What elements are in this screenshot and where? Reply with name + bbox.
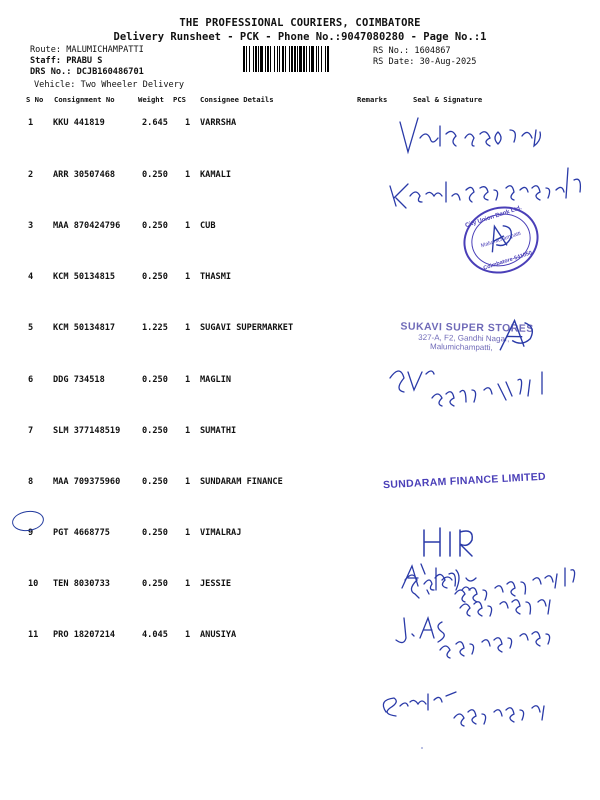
cub-stamp-text-1: City Union Bank Ltd. [464,205,523,230]
rs-number: RS No.: 1604867 [373,46,451,56]
row-pcs: 1 [185,272,191,282]
header-subtitle: Delivery Runsheet - PCK - Phone No.:9047080280 - Page No.:1 [113,31,487,43]
row-consignee: JESSIE [200,579,232,589]
runsheet-meta-right [373,46,476,68]
row-consignment-no: KCM 50134817 [53,323,116,333]
row-consignment-no: KCM 50134815 [53,272,116,282]
row-consignee: VARRSHA [200,118,237,128]
row-weight: 0.250 [142,375,168,385]
row-consignee: SUNDARAM FINANCE [200,477,283,487]
row-pcs: 1 [185,323,191,333]
row-sno: 11 [28,630,39,640]
col-header-remarks: Remarks [357,95,388,104]
row-consignee: KAMALI [200,170,232,180]
col-header-pcs: PCS [173,95,186,104]
row-pcs: 1 [185,170,191,180]
sugavi-stamp-address-1: 327-A, F2, Gandhi Nagar, [418,332,510,344]
cub-stamp-text-2: Malumichampatti [480,230,522,250]
row-sno: 4 [28,272,34,282]
row-sno: 2 [28,170,34,180]
row-pcs: 1 [185,375,191,385]
row-consignment-no: DDG 734518 [53,375,105,385]
row-sno: 3 [28,221,34,231]
row-weight: 0.250 [142,272,168,282]
sugavi-stamp-address-2: Malumichampatti, [429,342,493,353]
row-pcs: 1 [185,579,191,589]
header-title: THE PROFESSIONAL COURIERS, COIMBATORE [179,17,421,29]
row-weight: 0.250 [142,579,168,589]
row-weight: 0.250 [142,221,168,231]
row-consignee: VIMALRAJ [200,528,242,538]
row-consignment-no: MAA 870424796 [53,221,121,231]
row-pcs: 1 [185,630,191,640]
sundaram-stamp: SUNDARAM FINANCE LIMITED [382,470,547,492]
row-consignee: SUGAVI SUPERMARKET [200,323,294,333]
row-weight: 0.250 [142,528,168,538]
row-weight: 0.250 [142,170,168,180]
col-header-seal-signature: Seal & Signature [413,95,483,104]
row-consignment-no: KKU 441819 [53,118,105,128]
row-consignment-no: MAA 709375960 [53,477,121,487]
row-weight: 4.045 [142,630,168,640]
runsheet-meta-left [30,45,144,78]
cub-stamp-text-3: Coimbatore-641050 [482,250,533,272]
drs-label: DRS No.: DCJB160486701 [30,67,144,77]
row-sno: 7 [28,426,34,436]
row-sno: 1 [28,118,34,128]
staff-label: Staff: PRABU S [30,56,103,66]
row-consignment-no: PGT 4668775 [53,528,110,538]
col-header-consignee: Consignee Details [200,95,274,104]
row-sno: 5 [28,323,34,333]
row-consignment-no: TEN 8030733 [53,579,110,589]
route-label: Route: MALUMICHAMPATTI [30,45,144,55]
row-weight: 0.250 [142,477,168,487]
col-header-weight: Weight [138,95,164,104]
row-consignee: THASMI [200,272,232,282]
row-pcs: 1 [185,528,191,538]
sugavi-stamp [400,321,571,382]
row-consignee: CUB [200,221,216,231]
row-consignment-no: SLM 377148519 [53,426,121,436]
vehicle-label: Vehicle: Two Wheeler Delivery [34,80,185,90]
row-consignment-no: ARR 30507468 [53,170,116,180]
rs-date: RS Date: 30-Aug-2025 [373,57,477,67]
row-weight: 0.250 [142,426,168,436]
row-sno: 6 [28,375,34,385]
row-pcs: 1 [185,426,191,436]
row-weight: 1.225 [142,323,168,333]
barcode [243,46,369,72]
row-sno: 10 [28,579,39,589]
sugavi-stamp-title: SUKAVI SUPER STORES [400,320,534,335]
row-sno: 9 [28,528,34,538]
row-pcs: 1 [185,477,191,487]
row-consignee: SUMATHI [200,426,237,436]
row-pcs: 1 [185,221,191,231]
col-header-consignment: Consignment No [54,95,115,104]
row-sno: 8 [28,477,34,487]
row-consignee: MAGLIN [200,375,232,385]
row-pcs: 1 [185,118,191,128]
sugavi-stamp-signature [496,314,543,355]
row-weight: 2.645 [142,118,168,128]
col-header-sno: S No [26,95,44,104]
row-consignee: ANUSIYA [200,630,237,640]
row-consignment-no: PRO 18207214 [53,630,116,640]
